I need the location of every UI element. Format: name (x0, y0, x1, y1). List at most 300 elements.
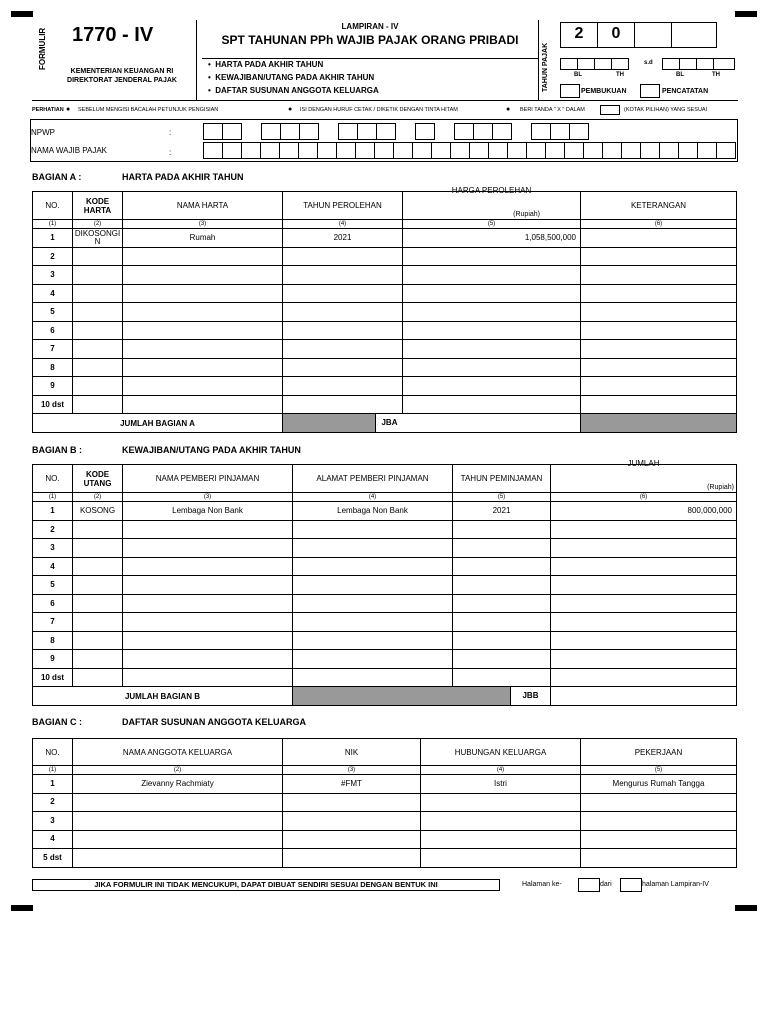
table-row (33, 594, 737, 613)
table-cell[interactable] (293, 576, 453, 595)
pencatatan-label: PENCATATAN (662, 88, 709, 95)
bullet-harta: • HARTA PADA AKHIR TAHUN (208, 60, 324, 69)
table-cell[interactable] (403, 321, 581, 340)
table-cell[interactable] (123, 284, 283, 303)
table-cell[interactable] (73, 631, 123, 650)
row-number: 1 (33, 229, 73, 248)
header-no: NO. (33, 192, 73, 220)
pembukuan-label: PEMBUKUAN (581, 88, 627, 95)
char-box[interactable] (412, 142, 432, 159)
table-cell[interactable] (73, 576, 123, 595)
table-cell[interactable] (453, 631, 551, 650)
bullet-kewajiban: • KEWAJIBAN/UTANG PADA AKHIR TAHUN (208, 73, 375, 82)
table-cell[interactable] (73, 539, 123, 558)
header-alamat-pemberi: ALAMAT PEMBERI PINJAMAN (293, 465, 453, 493)
table-cell[interactable]: Lembaga Non Bank (293, 502, 453, 521)
table-row (33, 793, 737, 812)
table-cell[interactable] (421, 830, 581, 849)
pencatatan-checkbox[interactable] (640, 84, 660, 98)
table-cell[interactable] (581, 793, 737, 812)
halaman-ke-input[interactable] (578, 878, 600, 892)
table-row (33, 340, 737, 359)
bullet-icon: ● (66, 106, 71, 113)
period-end-bl-1[interactable] (662, 58, 680, 70)
table-cell[interactable] (123, 576, 293, 595)
char-box[interactable] (569, 123, 589, 140)
table-cell[interactable] (293, 631, 453, 650)
period-end-th-1[interactable] (696, 58, 714, 70)
char-box[interactable] (621, 142, 641, 159)
table-cell[interactable] (551, 631, 737, 650)
table-cell[interactable] (283, 395, 403, 414)
table-cell[interactable] (293, 557, 453, 576)
table-cell[interactable] (283, 793, 421, 812)
form-title: SPT TAHUNAN PPh WAJIB PAJAK ORANG PRIBADI (221, 33, 519, 47)
char-box[interactable] (469, 142, 489, 159)
col-num: (1) (33, 493, 73, 502)
table-cell[interactable] (581, 266, 737, 285)
keluarga-table (32, 738, 737, 868)
table-row (33, 650, 737, 669)
col-num: (5) (453, 493, 551, 502)
table-cell[interactable] (73, 303, 123, 322)
table-cell[interactable] (581, 247, 737, 266)
directorate: DIREKTORAT JENDERAL PAJAK (67, 77, 177, 84)
table-row (33, 247, 737, 266)
char-box[interactable] (241, 142, 261, 159)
table-cell[interactable] (123, 395, 283, 414)
table-cell[interactable] (73, 650, 123, 669)
char-box[interactable] (659, 142, 679, 159)
row-number: 1 (33, 775, 73, 794)
table-cell[interactable] (453, 668, 551, 687)
char-box[interactable] (602, 142, 622, 159)
table-cell[interactable] (421, 793, 581, 812)
char-box[interactable] (279, 142, 299, 159)
table-cell[interactable]: Mengurus Rumah Tangga (581, 775, 737, 794)
table-cell[interactable] (453, 613, 551, 632)
table-cell[interactable] (73, 395, 123, 414)
table-cell[interactable]: Rumah (123, 229, 283, 248)
table-cell[interactable] (73, 668, 123, 687)
table-cell[interactable] (123, 557, 293, 576)
table-cell[interactable] (581, 849, 737, 868)
col-num: (1) (33, 766, 73, 775)
table-cell[interactable] (403, 247, 581, 266)
table-cell[interactable]: 2021 (453, 502, 551, 521)
table-cell[interactable] (551, 576, 737, 595)
col-num: (3) (123, 493, 293, 502)
header-kode-harta: KODE HARTA (73, 192, 123, 220)
row-number: 9 (33, 377, 73, 396)
col-num: (2) (73, 493, 123, 502)
year-digit-3[interactable] (634, 22, 672, 48)
table-cell[interactable] (123, 303, 283, 322)
table-cell[interactable]: Istri (421, 775, 581, 794)
table-row (33, 775, 737, 794)
char-box[interactable] (357, 123, 377, 140)
table-cell[interactable] (453, 594, 551, 613)
char-box[interactable] (550, 123, 570, 140)
table-row (33, 284, 737, 303)
year-digit-2[interactable]: 0 (597, 22, 635, 48)
char-box[interactable] (507, 142, 527, 159)
table-cell[interactable]: 1,058,500,000 (403, 229, 581, 248)
table-cell[interactable] (283, 358, 403, 377)
header-tahun-peminjaman: TAHUN PEMINJAMAN (453, 465, 551, 493)
row-number: 10 dst (33, 395, 73, 414)
table-cell[interactable] (123, 668, 293, 687)
table-cell[interactable] (403, 340, 581, 359)
table-row (33, 520, 737, 539)
header-nama-harta: NAMA HARTA (123, 192, 283, 220)
table-cell[interactable] (581, 377, 737, 396)
table-cell[interactable] (403, 284, 581, 303)
char-box[interactable] (280, 123, 300, 140)
table-cell[interactable] (73, 377, 123, 396)
table-cell[interactable] (73, 266, 123, 285)
table-cell[interactable] (581, 340, 737, 359)
jumlah-bagian-a-value[interactable] (381, 414, 581, 433)
char-box[interactable] (393, 142, 413, 159)
table-cell[interactable] (123, 340, 283, 359)
col-num: (3) (283, 766, 421, 775)
table-cell[interactable] (123, 650, 293, 669)
col-num: (4) (293, 493, 453, 502)
formulir-label: FORMULIR (38, 27, 47, 70)
table-cell[interactable] (551, 668, 737, 687)
table-row (33, 830, 737, 849)
char-box[interactable] (203, 123, 223, 140)
char-box[interactable] (431, 142, 451, 159)
table-cell[interactable]: Zievanny Rachmiaty (73, 775, 283, 794)
table-cell[interactable] (283, 340, 403, 359)
table-cell[interactable] (123, 358, 283, 377)
header-nama-pemberi: NAMA PEMBERI PINJAMAN (123, 465, 293, 493)
table-row (33, 266, 737, 285)
period-start-bl-1[interactable] (560, 58, 578, 70)
table-cell[interactable] (551, 539, 737, 558)
char-box[interactable] (564, 142, 584, 159)
table-cell[interactable] (581, 229, 737, 248)
row-number: 5 (33, 576, 73, 595)
char-box[interactable] (492, 123, 512, 140)
header-pekerjaan: PEKERJAAN (581, 739, 737, 766)
table-cell[interactable] (293, 668, 453, 687)
bullet-harta-text: HARTA PADA AKHIR TAHUN (215, 60, 324, 69)
table-cell[interactable] (123, 631, 293, 650)
char-box[interactable] (317, 142, 337, 159)
table-cell[interactable] (551, 520, 737, 539)
table-row (33, 229, 737, 248)
char-box[interactable] (545, 142, 565, 159)
table-cell[interactable] (283, 849, 421, 868)
bullet-keluarga: • DAFTAR SUSUNAN ANGGOTA KELUARGA (208, 86, 379, 95)
row-number: 8 (33, 358, 73, 377)
table-cell[interactable] (293, 613, 453, 632)
char-box[interactable] (531, 123, 551, 140)
col-num: (5) (581, 766, 737, 775)
row-number: 8 (33, 631, 73, 650)
header-kode-utang: KODE UTANG (73, 465, 123, 493)
table-cell[interactable] (73, 247, 123, 266)
table-cell[interactable] (283, 830, 421, 849)
notice-bar (32, 105, 738, 117)
col-num: (4) (421, 766, 581, 775)
tahun-pajak-label-box (542, 26, 554, 96)
table-cell[interactable] (581, 812, 737, 831)
char-box[interactable] (716, 142, 736, 159)
row-number: 3 (33, 266, 73, 285)
col-num: (1) (33, 220, 73, 229)
table-cell[interactable] (293, 520, 453, 539)
pembukuan-checkbox[interactable] (560, 84, 580, 98)
bl-label-2: BL (676, 72, 684, 78)
table-cell[interactable] (73, 284, 123, 303)
table-cell[interactable] (293, 594, 453, 613)
table-cell[interactable] (123, 613, 293, 632)
char-box[interactable] (454, 123, 474, 140)
table-cell[interactable] (581, 284, 737, 303)
table-row (33, 303, 737, 322)
sample-checkbox-icon (600, 105, 620, 115)
table-cell[interactable] (123, 539, 293, 558)
table-cell[interactable] (551, 557, 737, 576)
table-cell[interactable] (73, 340, 123, 359)
bagian-c-title: DAFTAR SUSUNAN ANGGOTA KELUARGA (122, 717, 306, 727)
char-box[interactable] (488, 142, 508, 159)
row-number: 2 (33, 247, 73, 266)
table-cell[interactable] (283, 247, 403, 266)
table-cell[interactable] (453, 557, 551, 576)
table-cell[interactable] (581, 395, 737, 414)
char-box[interactable] (526, 142, 546, 159)
col-num: (5) (403, 220, 581, 229)
notice-item-3-suffix: (KOTAK PILIHAN) YANG SESUAI (624, 107, 708, 113)
row-number: 1 (33, 502, 73, 521)
utang-table (32, 459, 737, 706)
char-box[interactable] (415, 123, 435, 140)
period-start-bl-2[interactable] (577, 58, 595, 70)
table-cell[interactable] (283, 321, 403, 340)
char-box[interactable] (450, 142, 470, 159)
jumlah-label: JUMLAH (627, 459, 660, 468)
table-cell[interactable] (581, 830, 737, 849)
row-number: 5 dst (33, 849, 73, 868)
table-row (33, 321, 737, 340)
char-box[interactable] (376, 123, 396, 140)
year-digit-1[interactable]: 2 (560, 22, 598, 48)
table-row (33, 502, 737, 521)
table-cell[interactable] (551, 650, 737, 669)
table-cell[interactable]: DIKOSONGIN (73, 229, 123, 248)
table-row (33, 631, 737, 650)
row-number: 6 (33, 594, 73, 613)
row-number: 4 (33, 830, 73, 849)
npwp-colon: : (169, 128, 172, 137)
table-cell[interactable] (421, 849, 581, 868)
bullet-keluarga-text: DAFTAR SUSUNAN ANGGOTA KELUARGA (215, 86, 379, 95)
table-row (33, 539, 737, 558)
table-cell[interactable]: Lembaga Non Bank (123, 502, 293, 521)
char-box[interactable] (222, 123, 242, 140)
table-cell[interactable] (581, 358, 737, 377)
year-digit-4[interactable] (671, 22, 717, 48)
table-cell[interactable] (283, 284, 403, 303)
row-number: 7 (33, 613, 73, 632)
table-cell[interactable] (283, 812, 421, 831)
char-box[interactable] (338, 123, 358, 140)
table-row (33, 395, 737, 414)
th-label-2: TH (712, 72, 720, 78)
table-cell[interactable] (73, 613, 123, 632)
table-cell[interactable] (283, 266, 403, 285)
char-box[interactable] (299, 123, 319, 140)
header-no: NO. (33, 739, 73, 766)
dari-label: dari (600, 881, 612, 888)
table-cell[interactable]: 2021 (283, 229, 403, 248)
char-box[interactable] (298, 142, 318, 159)
table-cell[interactable] (73, 594, 123, 613)
sd-label: s.d (644, 60, 653, 66)
table-cell[interactable] (403, 303, 581, 322)
table-row (33, 576, 737, 595)
table-cell[interactable] (421, 812, 581, 831)
table-cell[interactable]: 800,000,000 (551, 502, 737, 521)
lampiran-label: LAMPIRAN - IV (341, 22, 399, 31)
char-box[interactable] (583, 142, 603, 159)
registration-mark (735, 905, 757, 911)
row-number: 4 (33, 557, 73, 576)
table-cell[interactable] (123, 594, 293, 613)
form-header (32, 20, 738, 102)
table-row (33, 812, 737, 831)
notice-item-2: ISI DENGAN HURUF CETAK / DIKETIK DENGAN TINTA HITAM (300, 107, 458, 113)
col-num: (2) (73, 220, 123, 229)
char-box[interactable] (203, 142, 223, 159)
table-cell[interactable] (403, 358, 581, 377)
col-num: (3) (123, 220, 283, 229)
table-cell[interactable]: KOSONG (73, 502, 123, 521)
table-cell[interactable] (73, 830, 283, 849)
table-cell[interactable] (123, 266, 283, 285)
period-start-th-1[interactable] (594, 58, 612, 70)
char-box[interactable] (374, 142, 394, 159)
harta-table (32, 186, 737, 433)
header-harga-perolehan (403, 186, 581, 220)
table-cell[interactable] (73, 793, 283, 812)
table-cell[interactable] (293, 650, 453, 669)
registration-mark (11, 11, 33, 17)
form-code: 1770 - IV (72, 24, 154, 46)
char-box[interactable] (697, 142, 717, 159)
table-cell[interactable] (453, 539, 551, 558)
header-tahun-perolehan: TAHUN PEROLEHAN (283, 192, 403, 220)
bagian-a-title: HARTA PADA AKHIR TAHUN (122, 172, 244, 182)
table-cell[interactable] (551, 594, 737, 613)
char-box[interactable] (355, 142, 375, 159)
lampiran-halaman-label: halaman Lampiran-IV (642, 881, 709, 888)
char-box[interactable] (222, 142, 242, 159)
halaman-total-input[interactable] (620, 878, 642, 892)
table-cell[interactable] (73, 520, 123, 539)
table-cell[interactable] (73, 358, 123, 377)
jumlah-bagian-b-shaded (293, 687, 551, 706)
row-number: 4 (33, 284, 73, 303)
ministry: KEMENTERIAN KEUANGAN RI (70, 68, 174, 75)
table-cell[interactable] (123, 321, 283, 340)
jbb-code: JBB (510, 687, 550, 705)
char-box[interactable] (640, 142, 660, 159)
col-num: (6) (581, 220, 737, 229)
table-cell[interactable] (283, 377, 403, 396)
table-row (33, 668, 737, 687)
table-cell[interactable] (283, 303, 403, 322)
table-cell[interactable] (293, 539, 453, 558)
table-cell[interactable] (123, 520, 293, 539)
header-hubungan: HUBUNGAN KELUARGA (421, 739, 581, 766)
jba-code: JBA (375, 414, 403, 432)
jumlah-bagian-b-label: JUMLAH BAGIAN B (33, 687, 293, 706)
table-row (33, 358, 737, 377)
registration-mark (11, 905, 33, 911)
table-cell[interactable] (453, 520, 551, 539)
table-cell[interactable] (73, 849, 283, 868)
table-cell[interactable] (73, 812, 283, 831)
char-box[interactable] (678, 142, 698, 159)
col-num: (6) (551, 493, 737, 502)
header-no: NO. (33, 465, 73, 493)
table-cell[interactable] (73, 321, 123, 340)
table-cell[interactable]: #FMT (283, 775, 421, 794)
row-number: 10 dst (33, 668, 73, 687)
char-box[interactable] (260, 142, 280, 159)
table-cell[interactable] (403, 377, 581, 396)
col-num: (2) (73, 766, 283, 775)
char-box[interactable] (473, 123, 493, 140)
period-start-th-2[interactable] (611, 58, 629, 70)
period-end-bl-2[interactable] (679, 58, 697, 70)
table-cell[interactable] (73, 557, 123, 576)
table-cell[interactable] (581, 303, 737, 322)
table-cell[interactable] (453, 576, 551, 595)
jumlah-bagian-a-shaded-right (581, 414, 737, 433)
table-row (33, 377, 737, 396)
char-box[interactable] (261, 123, 281, 140)
table-cell[interactable] (403, 266, 581, 285)
footer-note: JIKA FORMULIR INI TIDAK MENCUKUPI, DAPAT DIBUAT SENDIRI SESUAI DENGAN BENTUK INI (32, 879, 500, 891)
th-label-1: TH (616, 72, 624, 78)
period-end-th-2[interactable] (713, 58, 735, 70)
identity-box (30, 119, 738, 162)
table-cell[interactable] (581, 321, 737, 340)
bagian-b-title: KEWAJIBAN/UTANG PADA AKHIR TAHUN (122, 445, 301, 455)
rupiah-unit: (Rupiah) (707, 484, 734, 491)
table-cell[interactable] (453, 650, 551, 669)
table-cell[interactable] (551, 613, 737, 632)
perhatian-label: PERHATIAN (32, 107, 64, 113)
table-cell[interactable] (403, 395, 581, 414)
jumlah-bagian-b-value[interactable] (551, 687, 737, 706)
bagian-a-label: BAGIAN A : (32, 172, 82, 182)
table-cell[interactable] (123, 377, 283, 396)
col-num: (4) (283, 220, 403, 229)
notice-item-1: SEBELUM MENGISI BACALAH PETUNJUK PENGISIAN (78, 107, 219, 113)
bullet-icon: ● (288, 106, 293, 113)
char-box[interactable] (336, 142, 356, 159)
row-number: 6 (33, 321, 73, 340)
table-cell[interactable] (123, 247, 283, 266)
